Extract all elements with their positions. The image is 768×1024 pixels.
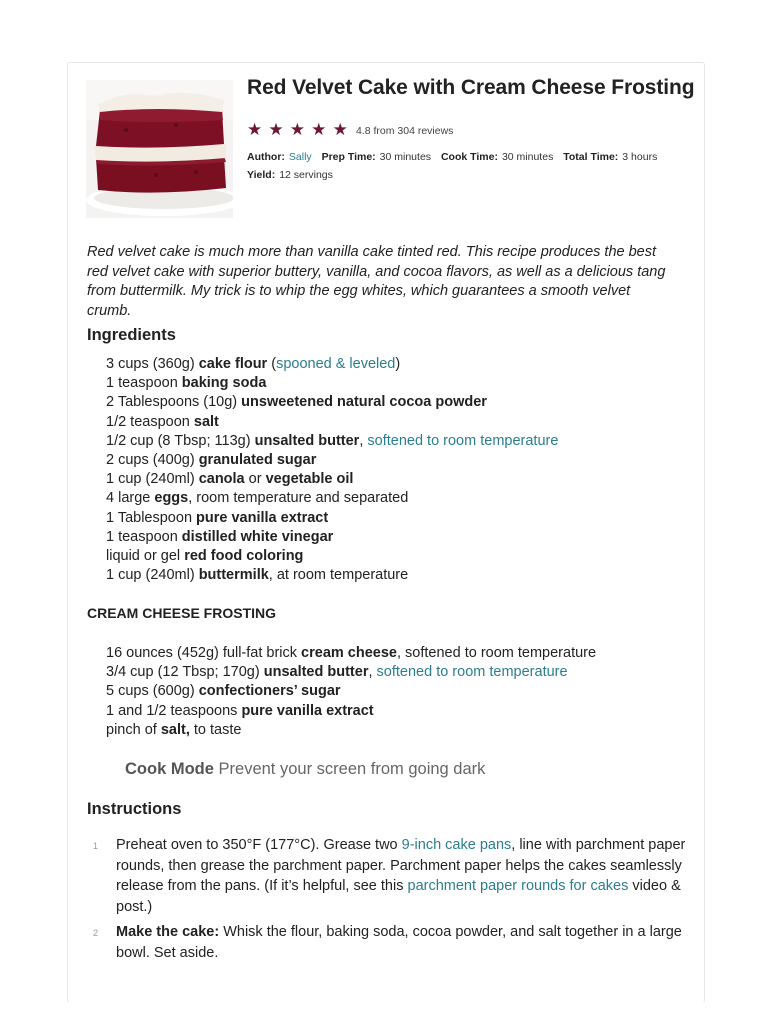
ingredient-name: unsalted butter <box>263 664 369 681</box>
ingredient-item <box>106 489 558 508</box>
ingredient-text: , room temperature and separated <box>188 490 409 507</box>
ingredient-item <box>106 470 558 489</box>
recipe-image[interactable] <box>86 80 233 218</box>
instruction-step <box>87 835 687 917</box>
ingredient-text: 1 cup (240ml) <box>106 567 199 584</box>
ingredients-list <box>106 355 558 585</box>
star-icon[interactable]: ★ <box>268 120 284 139</box>
ingredient-item <box>106 644 596 663</box>
recipe-title: Red Velvet Cake with Cream Cheese Frosting <box>247 76 695 99</box>
step-number: 1 <box>93 841 99 851</box>
ingredient-link[interactable]: softened to room temperature <box>376 664 568 681</box>
ingredient-item <box>106 721 596 740</box>
recipe-meta-row <box>247 150 657 164</box>
prep-time-label: Prep Time: <box>321 151 376 163</box>
star-icon[interactable]: ★ <box>311 120 327 139</box>
ingredient-text: 1/2 cup (8 Tbsp; 113g) <box>106 432 255 449</box>
ingredient-text: or <box>244 471 266 488</box>
ingredient-name: eggs <box>154 490 189 507</box>
ingredient-item <box>106 451 558 470</box>
ingredient-text: , <box>359 432 368 449</box>
ingredient-name: granulated sugar <box>198 452 317 469</box>
parchment-rounds-link[interactable]: parchment paper rounds for cakes <box>407 878 629 894</box>
cake-pans-link[interactable]: 9-inch cake pans <box>401 837 512 853</box>
ingredient-text: 3/4 cup (12 Tbsp; 170g) <box>106 664 264 681</box>
ingredient-text: 1/2 teaspoon <box>106 413 194 430</box>
step-text: , line with parchment paper rounds, then grease the parchment paper. Parchment paper helps the cakes seamlessly release from the pans. (If it’s helpful, see this <box>116 837 686 894</box>
ingredient-text: 1 teaspoon <box>106 528 182 545</box>
ingredient-text: , softened to room temperature <box>396 645 597 661</box>
ingredient-name: vegetable oil <box>265 471 354 488</box>
step-text: Whisk the flour, baking soda, cocoa powder, and salt together in a large bowl. Set aside. <box>116 924 682 961</box>
ingredient-link[interactable]: spooned & leveled <box>276 356 396 372</box>
ingredient-text: 1 and 1/2 teaspoons <box>106 702 242 719</box>
step-text: Preheat oven to 350°F (177°C). Grease two <box>116 837 402 853</box>
ingredient-text: , at room temperature <box>268 567 409 584</box>
ingredient-text: 1 Tablespoon <box>106 509 197 526</box>
ingredient-item <box>106 374 558 393</box>
ingredient-name: baking soda <box>181 375 267 392</box>
ingredient-name: salt, <box>160 721 190 738</box>
ingredient-text: 4 large <box>106 490 155 507</box>
prep-time-value: 30 minutes <box>379 151 432 163</box>
ingredient-name: unsweetened natural cocoa powder <box>241 394 487 411</box>
ingredient-text: 1 cup (240ml) <box>106 471 199 488</box>
rating-text: 4.8 from 304 reviews <box>355 125 454 137</box>
ingredient-item <box>106 547 558 566</box>
yield-label: Yield: <box>247 169 276 181</box>
ingredient-text: ) <box>395 356 401 372</box>
ingredient-text: 5 cups (600g) <box>106 683 199 700</box>
ingredient-item <box>106 393 558 412</box>
ingredient-name: pure vanilla extract <box>196 509 329 526</box>
ingredient-text: 2 Tablespoons (10g) <box>106 394 242 411</box>
cook-mode-toggle[interactable] <box>125 760 485 779</box>
ingredient-item <box>106 566 558 585</box>
ingredient-text: liquid or gel <box>106 548 185 565</box>
ingredient-text: 16 ounces (452g) full-fat brick <box>106 645 302 661</box>
recipe-summary: Red velvet cake is much more than vanilla cake tinted red. This recipe produces the best red velvet cake with superior buttery, vanilla, and cocoa flavors, as well as a delicious tang from buttermilk. My trick is to whip the egg whites, which guarantees a smooth velvet crumb. <box>87 244 666 319</box>
instructions-list <box>87 835 687 968</box>
ingredient-name: cream cheese <box>301 645 397 661</box>
star-icon[interactable]: ★ <box>289 120 306 139</box>
cake-slice-image <box>86 80 233 218</box>
cook-mode-label: Cook Mode <box>125 760 214 778</box>
ingredient-name: confectioners’ sugar <box>198 683 341 700</box>
frosting-ingredients-list <box>106 644 596 740</box>
ingredient-text: ( <box>267 356 277 372</box>
frosting-heading: CREAM CHEESE FROSTING <box>87 605 277 621</box>
cook-mode-text: Prevent your screen from going dark <box>218 760 486 778</box>
ingredient-item <box>106 355 558 374</box>
ingredient-name: red food coloring <box>184 548 304 565</box>
ingredient-text: 2 cups (400g) <box>106 452 199 469</box>
ingredient-text: , <box>368 664 377 681</box>
star-icon[interactable]: ★ <box>247 120 263 139</box>
total-time-label: Total Time: <box>563 151 619 163</box>
ingredient-text: to taste <box>189 721 242 738</box>
ingredient-item <box>106 413 558 432</box>
ingredient-item <box>106 702 596 721</box>
ingredient-name: unsalted butter <box>254 432 360 449</box>
ingredient-name: pure vanilla extract <box>241 702 374 719</box>
star-icon[interactable]: ★ <box>332 120 348 139</box>
ingredient-link[interactable]: softened to room temperature <box>367 432 559 449</box>
cook-time-value: 30 minutes <box>501 151 554 163</box>
ingredient-name: cake flour <box>198 356 268 372</box>
rating[interactable] <box>247 119 453 139</box>
total-time-value: 3 hours <box>622 151 658 163</box>
step-number: 2 <box>93 928 99 938</box>
ingredient-item <box>106 682 596 701</box>
ingredient-text: 1 teaspoon <box>106 375 182 392</box>
yield-value: 12 servings <box>279 169 333 181</box>
ingredients-heading: Ingredients <box>87 326 176 344</box>
step-bold-label: Make the cake: <box>116 924 220 940</box>
instructions-heading: Instructions <box>87 800 182 818</box>
author-link[interactable]: Sally <box>288 151 312 163</box>
ingredient-item <box>106 528 558 547</box>
ingredient-text: 3 cups (360g) <box>106 356 199 372</box>
ingredient-item <box>106 432 558 451</box>
step-text: video & post.) <box>116 878 681 915</box>
instruction-step <box>87 922 687 963</box>
ingredient-text: pinch of <box>106 721 161 738</box>
ingredient-name: buttermilk <box>198 567 269 584</box>
ingredient-name: salt <box>193 413 219 430</box>
recipe-yield-row <box>247 168 333 182</box>
author-label: Author: <box>247 151 285 163</box>
cook-time-label: Cook Time: <box>440 151 498 163</box>
ingredient-item <box>106 509 558 528</box>
ingredient-name: distilled white vinegar <box>181 528 334 545</box>
ingredient-name: canola <box>198 471 245 488</box>
ingredient-item <box>106 663 596 682</box>
